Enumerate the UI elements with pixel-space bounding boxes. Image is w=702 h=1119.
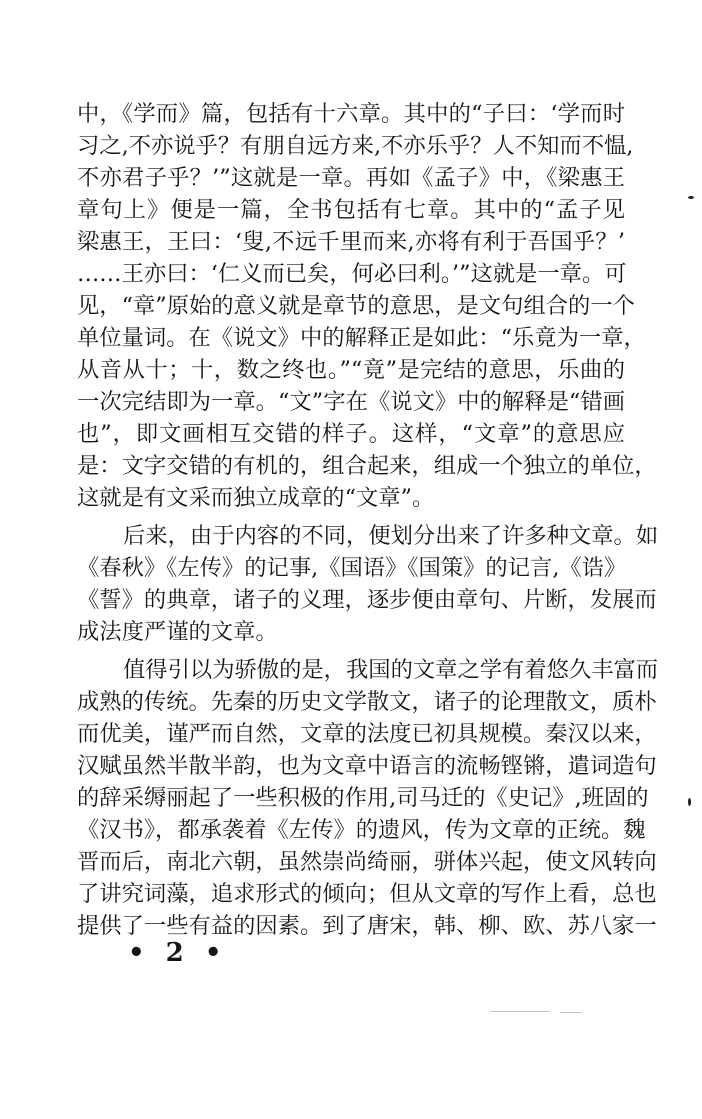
scan-speck <box>688 798 691 806</box>
page-number: • 2 • <box>128 938 228 968</box>
text-line: 从音从十；十，数之终也。”“竟”是完结的意思，乐曲的 <box>77 357 625 383</box>
text-line: 梁惠王，王曰：‘叟,不远千里而来,亦将有利于吾国乎？’ <box>77 229 625 255</box>
text-line: 汉赋虽然半散半韵，也为文章中语言的流畅铿锵，遣词造句 <box>77 753 657 779</box>
scan-mark <box>490 1011 550 1012</box>
text-line: 成法度严谨的文章。 <box>77 619 278 645</box>
text-line: 不亦君子乎？’”这就是一章。再如《孟子》中，《梁惠王 <box>77 165 625 191</box>
text-line: 提供了一些有益的因素。到了唐宋，韩、柳、欧、苏八家一 <box>77 913 657 939</box>
text-line: 的辞采缛丽起了一些积极的作用,司马迁的《史记》,班固的 <box>77 785 649 811</box>
text-line: 习之,不亦说乎？有朋自远方来,不亦乐乎？人不知而不愠, <box>77 133 634 159</box>
paragraph <box>77 520 659 648</box>
text-line: 章句上》便是一篇，全书包括有七章。其中的“孟子见 <box>77 197 625 223</box>
text-line: 了讲究词藻，追求形式的倾向；但从文章的写作上看，总也 <box>77 881 657 907</box>
text-line: 见，“章”原始的意义就是章节的意思，是文句组合的一个 <box>77 293 635 319</box>
text-line: 中，《学而》篇，包括有十六章。其中的“子曰：‘学而时 <box>77 101 625 127</box>
paragraph <box>77 98 657 514</box>
text-line: 后来，由于内容的不同，便划分出来了许多种文章。如 <box>123 523 659 549</box>
text-line: 而优美，谨严而自然，文章的法度已初具规模。秦汉以来， <box>77 721 657 747</box>
body-text <box>77 98 659 942</box>
text-line: ……王亦曰：‘仁义而已矣，何必曰利。’”这就是一章。可 <box>77 261 627 287</box>
text-line: 是：文字交错的有机的，组合起来，组成一个独立的单位， <box>77 453 657 479</box>
text-line: 单位量词。在《说文》中的解释正是如此：“乐竟为一章， <box>77 325 646 351</box>
text-line: 成熟的传统。先秦的历史文学散文，诸子的论理散文，质朴 <box>77 689 657 715</box>
text-line: 这就是有文采而独立成章的“文章”。 <box>77 485 435 511</box>
scan-mark <box>560 1012 582 1013</box>
text-line: 值得引以为骄傲的是，我国的文章之学有着悠久丰富而 <box>123 657 659 683</box>
text-line: 《汉书》，都承袭着《左传》的遗风，传为文章的正统。魏 <box>77 817 646 843</box>
text-line: 晋而后，南北六朝，虽然崇尚绮丽，骈体兴起，使文风转向 <box>77 849 657 875</box>
scan-speck <box>688 196 694 199</box>
text-line: 《春秋》《左传》的记事,《国语》《国策》的记言,《诰》 <box>77 555 627 581</box>
text-line: 也”，即文画相互交错的样子。这样，“文章”的意思应 <box>77 421 625 447</box>
paragraph <box>77 654 659 942</box>
text-line: 《誓》的典章，诸子的义理，逐步便由章句、片断，发展而 <box>77 587 657 613</box>
text-line: 一次完结即为一章。“文”字在《说文》中的解释是“错画 <box>77 389 625 415</box>
